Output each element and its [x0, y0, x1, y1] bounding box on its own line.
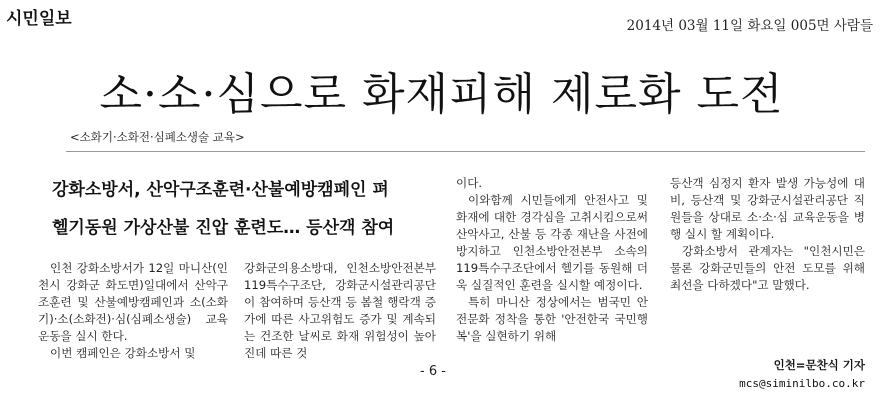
- article-column-1: [38, 260, 228, 362]
- paragraph: 이다.: [456, 176, 483, 190]
- article-column-3: [456, 175, 648, 345]
- article-column-4: [670, 175, 865, 294]
- paragraph: 이와함께 시민들에게 안전사고 및 화재에 대한 경각심을 고취시킴으로써 산악사고, 산불 등 각종 재난을 사전에 방지하고 인천소방안전본부 소속의 119특수구조단에서 헬기를 동원해 더욱 실질적인 훈련을 실시할 예정이다.: [456, 193, 648, 292]
- article-headline: 소·소·심으로 화재피해 제로화 도전: [99, 69, 784, 120]
- article-column-2: [244, 260, 436, 362]
- paragraph: 인천 강화소방서가 12일 마니산(인천시 강화군 화도면)일대에서 산악구조훈련 및 산불예방캠페인과 소(소화기)·소(소화전)·심(심폐소생술) 교육운동을 실시 한다.: [38, 261, 228, 343]
- deck-line-2: 헬기동원 가상산불 진압 훈련도… 등산객 참여: [52, 218, 395, 238]
- article-subcaption: <소화기·소화전·심폐소생술 교육>: [70, 130, 245, 144]
- deck-line-1: 강화소방서, 산악구조훈련·산불예방캠페인 펴: [52, 180, 389, 200]
- page-number: - 6 -: [420, 364, 446, 379]
- paragraph: 강화군의용소방대, 인천소방안전본부 119특수구조단, 강화군시설관리공단이 참여하며 등산객 등 봄철 행락객 증가에 따른 사고위험도 증가 및 계속되는 건조한 날씨로 화재 위험성이 높아진데 따른 것: [244, 261, 436, 360]
- newspaper-masthead: 시민일보: [6, 9, 72, 29]
- byline-email: mcs@siminilbo.co.kr: [739, 377, 865, 390]
- paragraph: 강화소방서 관계자는 "인천시민은 물론 강화군민들의 안전 도모를 위해 최선을 다하겠다"고 말했다.: [670, 244, 865, 292]
- paragraph: 이번 캠페인은 강화소방서 및: [50, 346, 196, 360]
- dateline: 2014년 03월 11일 화요일 005면 사람들: [626, 18, 873, 34]
- byline-reporter: 인천=문찬식 기자: [773, 358, 865, 372]
- paragraph: 등산객 심정지 환자 발생 가능성에 대비, 등산객 및 강화군시설관리공단 직원들을 상대로 소·소·심 교육운동을 병행 실시 할 계획이다.: [670, 176, 865, 241]
- paragraph: 특히 마니산 정상에서는 범국민 안전문화 정착을 통한 '안전한국 국민행복'을 실현하기 위해: [456, 295, 648, 343]
- divider-rule: [66, 151, 865, 152]
